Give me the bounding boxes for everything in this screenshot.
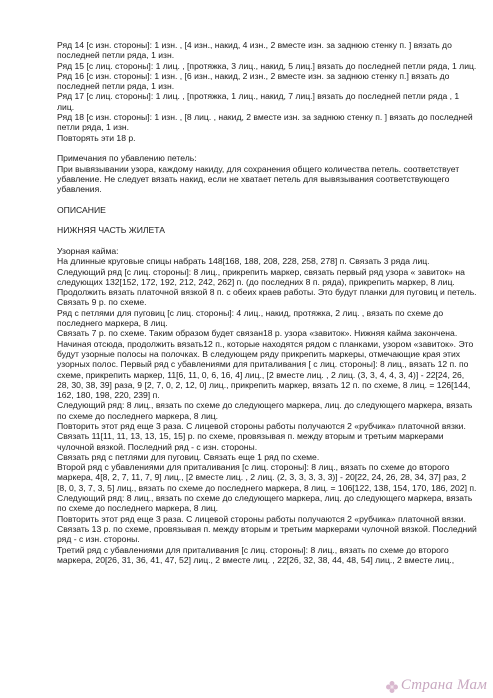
paragraph: Связать 11[11, 11, 13, 13, 15, 15] р. по схеме, провязывая п. между вторым и третьим маркерами чулочной вязкой. Последний ряд - с изн. стороны. [57, 431, 444, 452]
paragraph: НИЖНЯЯ ЧАСТЬ ЖИЛЕТА [57, 225, 165, 236]
paragraph: Продолжить вязать платочной вязкой 8 п. с обеих краев работы. Это будут планки для пуговиц и петель. Связать 9 р. по схеме. [57, 287, 477, 308]
paragraph-spacer [57, 215, 477, 225]
paragraph: Второй ряд с убавлениями для приталивания [с лиц. стороны]: 8 лиц., вязать по схеме до второго маркера, 4[8, 2, 7, 11, 7, 9] лиц., [2 вместе лиц. , 2 лиц. (2, 3, 3, 3, 3, 3)] - 20[22, 24, 26, 28, 34, 37] раз, 2 [8, 0, 3, 7, 3, 5] лиц., вязать по схеме до последнего маркера, 8 лиц. = 106[122, 138, 154, 170, 186, 202] п. [57, 462, 477, 493]
paragraph: Ряд 14 [с изн. стороны]: 1 изн. , [4 изн., накид, 4 изн., 2 вместе изн. за заднюю стенку п. ] вязать до последней петли ряда, 1 изн. [57, 40, 452, 61]
paragraph: Следующий ряд [с лиц. стороны]: 8 лиц., прикрепить маркер, связать первый ряд узора « завиток» на следующих 132[152, 172, 192, 212, 242, 262] п. (до последних 8 п. ряда), прикрепить маркер, 8 лиц. [57, 266, 465, 287]
paragraph-spacer [57, 143, 477, 153]
paragraph: Повторять эти 18 р. [57, 132, 136, 143]
watermark [385, 677, 487, 694]
paragraph: Ряд 16 [с изн. стороны]: 1 изн. , [6 изн., накид, 2 изн., 2 вместе изн. за заднюю стенку п.] вязать до последней петли ряда, 1 изн. [57, 70, 450, 92]
paragraph: Следующий ряд: 8 лиц., вязать по схеме до следующего маркера, лиц. до следующего маркера, вязать по схеме до последнего маркера, 8 лиц. [57, 400, 473, 421]
paragraph: Повторить этот ряд еще 3 раза. С лицевой стороны работы получаются 2 «рубчика» платочной вязки. [57, 420, 466, 431]
document-body [57, 40, 477, 565]
paragraph: Узорная кайма: [57, 245, 119, 256]
paragraph: ОПИСАНИЕ [57, 204, 106, 215]
watermark-text: Страна Мам [400, 677, 487, 693]
paragraph: При вывязывании узора, каждому накиду, для сохранения общего количества петель. соответствует убавление. Не следует вязать накид, если не хватает петель для вывязывания соответствующего убавления. [57, 163, 460, 195]
paragraph-spacer [57, 194, 477, 204]
paragraph: На длинные круговые спицы набрать 148[168, 188, 208, 228, 258, 278] п. Связать 3 ряда лиц. [57, 256, 430, 267]
paragraph: Примечания по убавлению петель: [57, 153, 197, 164]
paragraph: Связать 7 р. по схеме. Таким образом будет связан18 р. узора «завиток». Нижняя кайма закончена. Начиная отсюда, продолжить вязать12 п., которые находятся рядом с планками, узором «завиток». Это будут узорные полосы на полочках. В следующем ряду прикрепить маркеры, отмечающие края этих узорных полос. Первый ряд с убавлениями для приталивания [ с лиц. стороны]: 8 лиц., вязать 12 п. по схеме, прикрепить маркер, 11[6, 11, 0, 6, 16, 4] лиц., [2 вместе лиц. , 2 лиц. (3, 3, 4, 4, 3, 4)] - 22[24, 26, 28, 30, 38, 39] раза, 9 [2, 7, 0, 2, 12, 0] лиц., прикрепить маркер, вязать 12 п. по схеме, 8 лиц. = 126[144, 162, 180, 198, 220, 239] п. [57, 328, 474, 401]
paragraph: Связать ряд с петлями для пуговиц. Связать еще 1 ряд по схеме. [57, 451, 320, 462]
paragraph: Ряд 15 [с лиц. стороны]: 1 лиц. , [протяжка, 3 лиц., накид, 5 лиц.] вязать до последней петли ряда, 1 лиц. [57, 60, 477, 71]
paragraph: Повторить этот ряд еще 3 раза. С лицевой стороны работы получаются 2 «рубчика» платочной вязки. [57, 513, 466, 524]
paragraph: Следующий ряд: 8 лиц., вязать по схеме до следующего маркера, лиц. до следующего маркера, вязать по схеме до последнего маркера, 8 лиц. [57, 493, 473, 514]
paragraph: Связать 13 р. по схеме, провязывая п. между вторым и третьим маркерами чулочной вязкой. Последний ряд - с изн. стороны. [57, 523, 477, 545]
paragraph: Ряд 18 [с изн. стороны]: 1 изн. , [8 лиц. , накид, 2 вместе изн. за заднюю стенку п. ] вязать до последней петли ряда, 1 изн. [57, 112, 473, 133]
paragraph: Третий ряд с убавлениями для приталивания [с лиц. стороны]: 8 лиц., вязать по схеме до второго маркера, 20[26, 31, 36, 41, 47, 52] лиц., 2 вместе лиц. , 22[26, 32, 38, 44, 48, 54] лиц., 2 вместе лиц., [57, 544, 455, 565]
paragraph: Ряд 17 [с лиц. стороны]: 1 лиц. , [протяжка, 1 лиц., накид, 7 лиц.] вязать до последней петли ряда , 1 лиц. [57, 91, 460, 112]
paragraph-spacer [57, 236, 477, 246]
flower-icon [385, 680, 399, 694]
paragraph: Ряд с петлями для пуговиц [с лиц. стороны]: 4 лиц., накид, протяжка, 2 лиц. , вязать по схеме до последнего маркера, 8 лиц. [57, 307, 444, 329]
